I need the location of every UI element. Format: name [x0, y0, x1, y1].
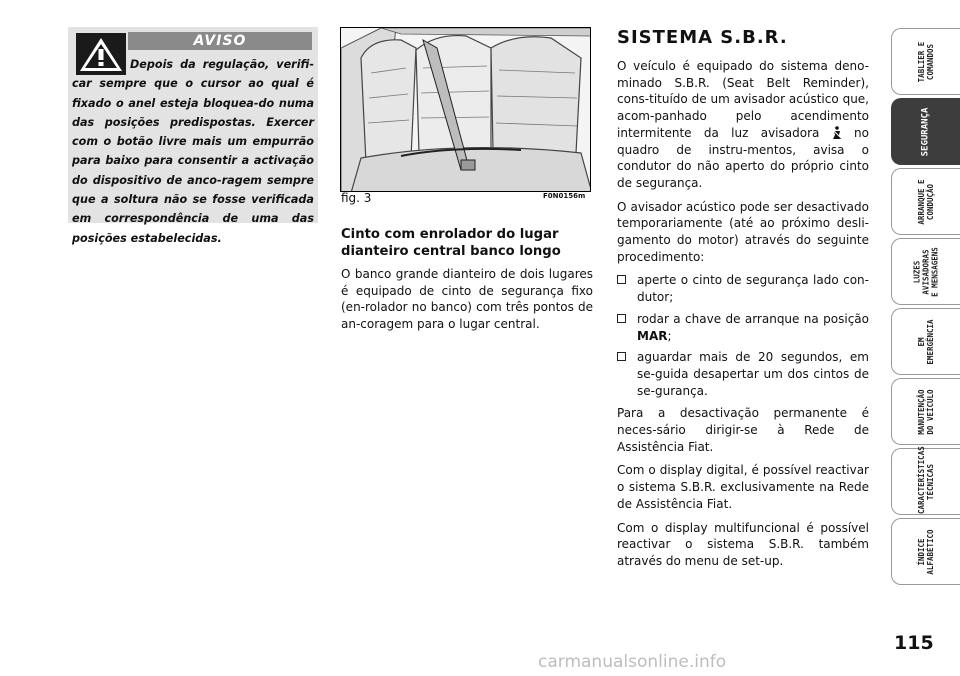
- figure-code: F0N0156m: [543, 192, 586, 200]
- middle-column: [341, 226, 593, 333]
- tab-manutencao[interactable]: [891, 378, 960, 445]
- list-item: [617, 311, 869, 344]
- sbr-intro-text-2: no quadro de instru-mentos, avisa o condutor do não aperto do próprio cinto de segurança.: [617, 125, 869, 190]
- warning-box: [68, 27, 318, 245]
- middle-paragraph: O banco grande dianteiro de dois lugares é equipado de cinto de segurança fixo (en-rolador no banco) com três pontos de an-coragem para o lugar central.: [341, 267, 593, 332]
- tab-label: CARACTERÍSTICAS TÉCNICAS: [917, 445, 935, 514]
- multifunction-display-paragraph: Com o display multifuncional é possível reactivar o sistema S.B.R. também através do menu de set-up.: [617, 520, 869, 568]
- tab-label: ÍNDICE ALFABÉTICO: [917, 528, 935, 575]
- digital-display-paragraph: Com o display digital, é possível reactivar o sistema S.B.R. exclusivamente na Rede de Assistência Fiat.: [617, 463, 869, 511]
- tab-seguranca[interactable]: [891, 98, 960, 165]
- warning-text: Depois da regulação, verifi-car sempre que o cursor ao qual é fixado o anel esteja bloquea-do numa das posições predispostas. Exercer com o botão livre mais um empurrão para baixo para consentir a activação do dispositivo de anco-ragem sempre que a soltura não se fosse verificada em correspondência de uma das posições estabelecidas.: [72, 58, 314, 245]
- permanent-deactivation-paragraph: Para a desactivação permanente é neces-sário dirigir-se à Rede de Assistência Fiat.: [617, 406, 869, 454]
- tab-caracteristicas[interactable]: [891, 445, 960, 515]
- tab-label: LUZES AVISADORAS E MENSAGENS: [912, 246, 940, 297]
- tab-luzes-avisadoras[interactable]: [891, 238, 960, 305]
- checkbox-bullet-icon: [617, 314, 626, 323]
- warning-title: AVISO: [128, 32, 312, 50]
- middle-heading: Cinto com enrolador do lugar dianteiro central banco longo: [341, 227, 561, 259]
- tab-label: SEGURANÇA: [920, 107, 931, 156]
- list-item: [617, 349, 869, 399]
- list-item-text-end: ;: [667, 328, 672, 343]
- list-item-text: aguardar mais de 20 segundos, em se-guida desapertar um dos cintos de se-gurança.: [637, 350, 869, 398]
- seat-belt-figure: [340, 27, 591, 192]
- tab-label: MANUTENÇÃO DO VEÍCULO: [917, 388, 935, 435]
- tab-label: TABLIER E COMANDOS: [917, 41, 935, 82]
- section-title: SISTEMA S.B.R.: [617, 27, 788, 48]
- right-column: [617, 27, 869, 577]
- list-item: [617, 272, 869, 305]
- list-item-text: rodar a chave de arranque na posição: [637, 311, 869, 326]
- tab-label: EM EMERGÊNCIA: [917, 318, 935, 365]
- sbr-deactivation-paragraph: O avisador acústico pode ser desactivado temporariamente (até ao próximo desli-gamento do motor) através do seguinte procedimento:: [617, 199, 869, 264]
- sbr-intro-paragraph: [617, 58, 869, 192]
- key-position-mar: MAR: [637, 328, 668, 343]
- page-number: 115: [894, 632, 934, 654]
- procedure-list: [617, 272, 869, 399]
- tab-arranque-conducao[interactable]: [891, 168, 960, 235]
- list-item-text: aperte o cinto de segurança lado con-dutor;: [637, 273, 869, 305]
- chapter-tabs: [891, 28, 960, 588]
- tab-indice[interactable]: [891, 518, 960, 585]
- sbr-intro-text-1: O veículo é equipado do sistema deno-minado S.B.R. (Seat Belt Reminder), cons-tituído de um avisador acústico que, acom-panhado pelo acendimento intermitente da luz avisadora: [617, 59, 869, 140]
- tab-label: ARRANQUE E CONDUÇÃO: [917, 178, 935, 225]
- watermark: carmanualsonline.info: [538, 652, 727, 672]
- tab-tablier-comandos[interactable]: [891, 28, 960, 95]
- tab-emergencia[interactable]: [891, 308, 960, 375]
- checkbox-bullet-icon: [617, 275, 626, 284]
- figure-label: fig. 3: [341, 191, 372, 205]
- seat-belt-illustration: [341, 28, 591, 192]
- seat-belt-warning-light-icon: [832, 126, 842, 139]
- checkbox-bullet-icon: [617, 352, 626, 361]
